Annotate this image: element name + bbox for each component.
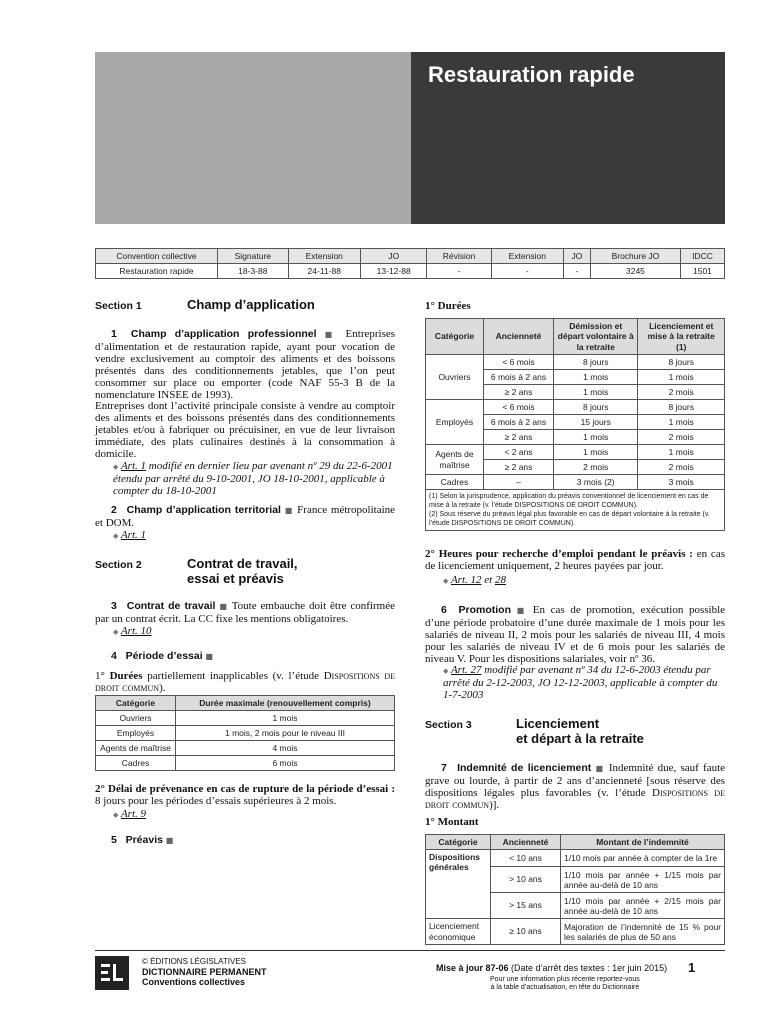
art-link[interactable]: Art. 12	[450, 574, 482, 586]
article-5	[95, 834, 395, 847]
art-link[interactable]: Art. 10	[120, 625, 152, 637]
cell: ≥ 2 ans	[484, 460, 554, 475]
header-cell: Licenciement et mise à la retraite (1)	[638, 319, 725, 355]
indemnite-table	[425, 834, 725, 945]
cell: Cadres	[426, 475, 484, 490]
header-cell: IDCC	[680, 249, 724, 264]
header-cell: Ancienneté	[484, 319, 554, 355]
cell: 15 jours	[554, 415, 638, 430]
article-text: Entreprises d’alimentation et de restauration rapide, ayant pour vocation de vendre exclusivement au comptoir des aliments et des boissons présentés dans des conditionnements jetables, que l’on peut consommer sur place ou emporter (code NAF 55-3 B de la nomenclature INSEE de 1993).	[95, 328, 396, 401]
table-row	[426, 400, 725, 415]
square-bullet-icon: ■	[205, 652, 213, 661]
header-cell: Signature	[218, 249, 289, 264]
cell: ≥ 2 ans	[484, 385, 554, 400]
article-heading: Période d’essai	[125, 650, 203, 662]
square-bullet-icon: ■	[324, 330, 338, 339]
note-1: (1) Selon la jurisprudence, application du préavis conventionnel de licenciement en cas de mise à la retraite (v. l’étude DISPOSITIONS DE DROIT COMMUN).	[429, 493, 709, 509]
square-bullet-icon: ■	[219, 602, 229, 611]
cell: Ouvriers	[426, 355, 484, 400]
square-bullet-icon: ■	[165, 836, 174, 845]
article-4-note	[113, 808, 146, 821]
art-link[interactable]: Art. 1	[120, 460, 147, 472]
cell: Dispositions générales	[426, 850, 491, 919]
table-row	[426, 919, 725, 945]
durees-heading-text: 1° Durées	[425, 300, 471, 312]
article-number: 6	[441, 604, 447, 616]
cell: Majoration de l’indemnité de 15 % pour les salariés de plus de 50 ans	[561, 919, 725, 945]
section-3-label: Section 3	[425, 719, 472, 731]
article-4	[95, 650, 395, 663]
cell: Agents de maîtrise	[96, 741, 176, 756]
table-notes-row	[426, 490, 725, 531]
cell: < 6 mois	[484, 355, 554, 370]
header-cell: Catégorie	[426, 319, 484, 355]
convention-info-table	[95, 248, 725, 279]
article-heading: Indemnité de licenciement	[457, 762, 592, 774]
art-link[interactable]: Art. 9	[120, 808, 147, 820]
cell: 2 mois	[638, 430, 725, 445]
table-row	[426, 475, 725, 490]
footer-info-1: Pour une information plus récente reportez-vous	[490, 976, 640, 983]
article-number: 3	[111, 600, 117, 612]
cell: Cadres	[96, 756, 176, 771]
heures-note	[443, 574, 506, 587]
footer-conventions: Conventions collectives	[142, 977, 246, 987]
durees-study-ref: Dispositions de droit commun	[95, 670, 395, 694]
cell: 24-11-88	[288, 264, 360, 279]
durees-end: ).	[159, 682, 166, 694]
note-text: modifié par avenant nº 34 du 12-6-2003 étendu par arrêté du 2-12-2003, JO 12-12-2003, applicable à compter du 1-7-2003	[443, 664, 718, 701]
article-heading: Champ d’application professionnel	[130, 328, 317, 340]
cell: Restauration rapide	[96, 264, 218, 279]
cell: 1 mois	[554, 445, 638, 460]
diamond-icon: ◆	[443, 577, 449, 585]
header-cell: Extension	[491, 249, 563, 264]
cell: -	[491, 264, 563, 279]
cell: 8 jours	[638, 400, 725, 415]
header-cell: Extension	[288, 249, 360, 264]
cell: 8 jours	[554, 355, 638, 370]
cell: 4 mois	[176, 741, 395, 756]
cell: 3 mois	[638, 475, 725, 490]
section-2-title-line1: Contrat de travail,	[187, 556, 298, 571]
el-logo-icon	[95, 956, 129, 990]
article-number: 4	[111, 650, 117, 662]
diamond-icon: ◆	[113, 463, 119, 471]
cell: 6 mois à 2 ans	[484, 415, 554, 430]
header-cell: Durée maximale (renouvellement compris)	[176, 696, 395, 711]
cell: Employés	[426, 400, 484, 445]
cell: ≥ 10 ans	[491, 919, 561, 945]
footer-dictionary: DICTIONNAIRE PERMANENT	[142, 967, 267, 977]
heures-paragraph	[425, 548, 725, 572]
header-grey-band	[95, 52, 411, 224]
article-heading: Préavis	[125, 834, 163, 846]
cell: 3245	[590, 264, 680, 279]
header-cell: Brochure JO	[590, 249, 680, 264]
delai-paragraph	[95, 783, 395, 807]
cell: 1 mois	[638, 370, 725, 385]
table-header-row	[96, 249, 725, 264]
article-1-text-2: Entreprises dont l’activité principale consiste à vendre au comptoir des aliments et des boissons présentés dans des conditionnements jetables et/ou à fabriquer ou précuisiner, en vue de leur livraison immédiate, des plats culinaires destinés à la consommation à domicile.	[95, 400, 395, 460]
footer-update	[436, 963, 667, 974]
cell: 8 jours	[638, 355, 725, 370]
heures-text: en cas de licenciement uniquement, 2 heures payées par jour.	[425, 548, 725, 572]
delai-text: 8 jours pour les périodes d’essais supérieures à 2 mois.	[95, 795, 337, 807]
cell: 18-3-88	[218, 264, 289, 279]
article-1	[95, 328, 395, 401]
diamond-icon: ◆	[113, 628, 119, 636]
cell: 1 mois, 2 mois pour le niveau III	[176, 726, 395, 741]
header-cell: JO	[563, 249, 590, 264]
article-1-note	[113, 460, 395, 497]
footer-publisher	[142, 957, 267, 987]
article-text-end: )].	[489, 799, 500, 811]
header-cell: Catégorie	[426, 835, 491, 850]
footer-rule	[95, 950, 725, 951]
durees-prefix: 1°	[95, 670, 110, 682]
diamond-icon: ◆	[443, 667, 449, 675]
cell: Employés	[96, 726, 176, 741]
note-et: et	[484, 574, 493, 586]
footer-info-2: à la table d’actualisation, en tête du Dictionnaire	[490, 984, 640, 991]
section-1-label: Section 1	[95, 300, 142, 312]
cell: 1 mois	[638, 415, 725, 430]
cell: 6 mois à 2 ans	[484, 370, 554, 385]
article-3-note	[113, 625, 152, 638]
essai-table	[95, 695, 395, 771]
cell: Ouvriers	[96, 711, 176, 726]
table-row	[426, 445, 725, 460]
cell: 1/10 mois par année + 2/15 mois par année au-delà de 10 ans	[561, 893, 725, 919]
article-3	[95, 600, 395, 625]
cell: 1 mois	[638, 445, 725, 460]
header-cell: JO	[360, 249, 427, 264]
article-text: Toute embauche doit être confirmée par un contrat écrit. La CC fixe les mentions obligatoires.	[95, 600, 395, 625]
table-row	[96, 711, 395, 726]
table-notes	[426, 490, 725, 531]
cell: < 6 mois	[484, 400, 554, 415]
page-number: 1	[688, 960, 696, 975]
cell: > 10 ans	[491, 867, 561, 893]
header-cell: Convention collective	[96, 249, 218, 264]
cell: 1/10 mois par année + 1/15 mois par année au-delà de 10 ans	[561, 867, 725, 893]
cell: 1501	[680, 264, 724, 279]
article-heading: Contrat de travail	[126, 600, 216, 612]
cell: 2 mois	[638, 385, 725, 400]
article-text: En cas de promotion, exécution possible d’une période probatoire d’une durée maximale de 1 mois pour les salariés de niveau II, 2 mois pour les salariés de niveau III, 4 mois pour les salariés de niveau IV et de 6 mois pour les salariés de niveau V. Pour les dispositions salariales, voir nº 36.	[425, 604, 726, 665]
article-7	[425, 762, 725, 811]
table-row	[96, 756, 395, 771]
article-text: France métropolitaine et DOM.	[95, 504, 396, 529]
cell: < 10 ans	[491, 850, 561, 867]
square-bullet-icon: ■	[595, 764, 605, 773]
cell: 1 mois	[176, 711, 395, 726]
article-number: 1	[111, 328, 117, 340]
table-row	[96, 264, 725, 279]
cell: –	[484, 475, 554, 490]
montant-heading	[425, 816, 479, 828]
durees-heading: Durées	[109, 670, 143, 682]
section-2-label: Section 2	[95, 559, 142, 571]
square-bullet-icon: ■	[284, 506, 294, 515]
durees-paragraph	[95, 670, 395, 694]
section-3-title-line2: et départ à la retraite	[516, 730, 644, 746]
article-heading: Champ d’application territorial	[126, 504, 281, 516]
cell: < 2 ans	[484, 445, 554, 460]
cell: 2 mois	[554, 460, 638, 475]
header-cell: Démission et départ volontaire à la retraite	[554, 319, 638, 355]
page-title: Restauration rapide	[428, 62, 635, 87]
article-6-note	[443, 664, 725, 701]
preavis-table	[425, 318, 725, 531]
cell: 1 mois	[554, 370, 638, 385]
art-link[interactable]: Art. 27	[450, 664, 482, 676]
header-cell: Ancienneté	[491, 835, 561, 850]
header-cell: Montant de l’indemnité	[561, 835, 725, 850]
cell: -	[427, 264, 491, 279]
table-header-row	[426, 835, 725, 850]
cell: 1/10 mois par année à compter de la 1re	[561, 850, 725, 867]
article-study-ref: Dispositions de droit commun	[425, 787, 725, 811]
section-2-title	[187, 557, 298, 587]
montant-heading-text: 1° Montant	[425, 816, 479, 828]
table-header-row	[96, 696, 395, 711]
footer-info	[490, 976, 640, 992]
article-number: 7	[441, 762, 447, 774]
durees-heading-right	[425, 300, 471, 312]
article-2	[95, 504, 395, 529]
cell: Agents de maîtrise	[426, 445, 484, 475]
header-cell: Catégorie	[96, 696, 176, 711]
article-6	[425, 604, 725, 665]
note-text: modifié en dernier lieu par avenant nº 29 du 22-6-2001 étendu par arrêté du 9-10-2001, JO 18-10-2001, applicable à compter du 18-10-2001	[113, 460, 393, 497]
article-text: Indemnité due, sauf faute grave ou lourde, à partir de 2 ans d’ancienneté [sous réserve des dispositions légales plus favorables (v. l’étude	[425, 762, 726, 799]
note-2: (2) Sous réserve du préavis légal plus favorable en cas de départ volontaire à la retraite (v. l’étude DISPOSITIONS DE DROIT COMMUN).	[429, 511, 710, 527]
article-2-note	[113, 529, 146, 542]
cell: 3 mois (2)	[554, 475, 638, 490]
table-row	[426, 850, 725, 867]
footer-copyright: © ÉDITIONS LÉGISLATIVES	[142, 957, 246, 966]
durees-text: partiellement inapplicables (v. l’étude	[142, 670, 324, 682]
cell: ≥ 2 ans	[484, 430, 554, 445]
square-bullet-icon: ■	[516, 606, 528, 615]
article-number: 5	[111, 834, 117, 846]
cell: 8 jours	[554, 400, 638, 415]
cell: 6 mois	[176, 756, 395, 771]
cell: > 15 ans	[491, 893, 561, 919]
table-header-row	[426, 319, 725, 355]
table-row	[426, 355, 725, 370]
section-1-title: Champ d’application	[187, 297, 315, 312]
article-heading: Promotion	[458, 604, 511, 616]
art-link[interactable]: Art. 1	[120, 529, 147, 541]
heures-heading: 2° Heures pour recherche d’emploi pendant le préavis :	[425, 548, 693, 560]
cell: 1 mois	[554, 385, 638, 400]
cell: Licenciement économique	[426, 919, 491, 945]
table-row	[96, 726, 395, 741]
footer-update-bold: Mise à jour 87-06	[436, 963, 509, 973]
diamond-icon: ◆	[113, 532, 119, 540]
header-cell: Révision	[427, 249, 491, 264]
cell: 1 mois	[554, 430, 638, 445]
diamond-icon: ◆	[113, 811, 119, 819]
article-number: 2	[111, 504, 117, 516]
cell: -	[563, 264, 590, 279]
section-3-title	[516, 717, 644, 747]
el-logo	[95, 956, 129, 990]
section-2-title-line2: essai et préavis	[187, 570, 284, 586]
footer-update-rest: (Date d’arrêt des textes : 1er juin 2015)	[508, 963, 668, 973]
cell: 13-12-88	[360, 264, 427, 279]
section-3-title-line1: Licenciement	[516, 716, 600, 731]
cell: 2 mois	[638, 460, 725, 475]
delai-heading: 2° Délai de prévenance en cas de rupture de la période d’essai :	[95, 783, 395, 795]
art-link[interactable]: 28	[494, 574, 506, 586]
table-row	[96, 741, 395, 756]
